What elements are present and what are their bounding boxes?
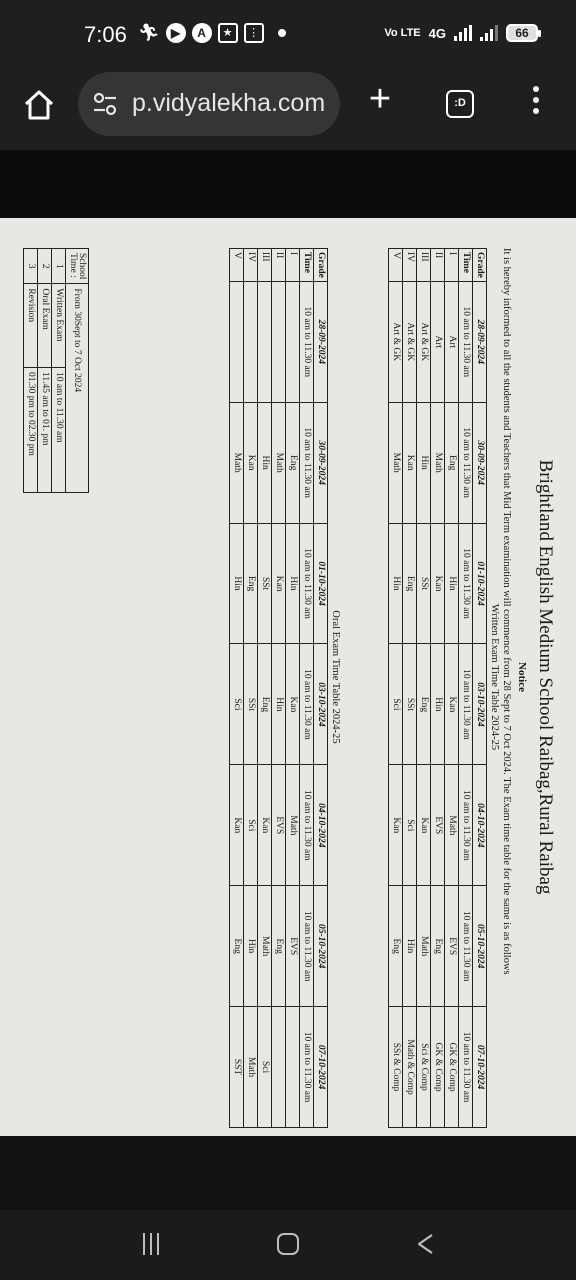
grade-cell: V bbox=[389, 249, 403, 282]
subject-cell: Math bbox=[258, 886, 272, 1007]
time-cell: 10 am to 11.30 am bbox=[300, 644, 314, 765]
subject-cell: Sci bbox=[403, 765, 417, 886]
subject-cell: EVS bbox=[286, 886, 300, 1007]
subject-cell: Sci bbox=[389, 644, 403, 765]
subject-cell: Eng bbox=[445, 402, 459, 523]
oral-exam-table bbox=[229, 248, 328, 1128]
subject-cell bbox=[230, 281, 244, 402]
subject-cell: Eng bbox=[272, 886, 286, 1007]
header-date: 07-10-2024 bbox=[473, 1007, 487, 1128]
header-date: 01-10-2024 bbox=[314, 523, 328, 644]
time-cell: 10 am to 11.30 am bbox=[300, 281, 314, 402]
table-header-row bbox=[473, 249, 487, 1128]
table-row bbox=[389, 249, 403, 1128]
time-cell: 10 am to 11.30 am bbox=[459, 1007, 473, 1128]
browser-toolbar bbox=[0, 70, 576, 150]
header-date: 05-10-2024 bbox=[473, 886, 487, 1007]
table-row bbox=[52, 249, 66, 493]
header-grade: Grade bbox=[473, 249, 487, 282]
grade-cell: IV bbox=[403, 249, 417, 282]
time-cell: 10 am to 11.30 am bbox=[459, 644, 473, 765]
time-cell: 10 am to 11.30 am bbox=[459, 281, 473, 402]
network-type: 4G bbox=[428, 25, 446, 41]
page-bottom-area bbox=[0, 1136, 576, 1210]
subject-cell: GK & Comp bbox=[445, 1007, 459, 1128]
subject-cell: Art bbox=[431, 281, 445, 402]
subject-cell bbox=[272, 1007, 286, 1128]
subject-cell: Kan bbox=[258, 765, 272, 886]
subject-cell: EVS bbox=[431, 765, 445, 886]
time-cell: 10 am to 11.30 am bbox=[300, 523, 314, 644]
subject-cell: Sci & Comp bbox=[417, 1007, 431, 1128]
header-date: 04-10-2024 bbox=[473, 765, 487, 886]
subject-cell: Hin bbox=[286, 523, 300, 644]
status-bar bbox=[0, 0, 576, 70]
subject-cell: SSt & Comp bbox=[389, 1007, 403, 1128]
app-a-icon: A bbox=[192, 23, 212, 43]
subject-cell: EVS bbox=[272, 765, 286, 886]
table-time-row bbox=[459, 249, 473, 1128]
subject-cell: Hin bbox=[417, 402, 431, 523]
notice-intro: It is hereby informed to all the students and Teachers that Mid Term examination will commence from 28 Sept to 7 Oct 2024. The Exam time table for the same is as follows bbox=[501, 248, 512, 975]
signal-2-icon bbox=[480, 25, 498, 41]
grade-cell: I bbox=[445, 249, 459, 282]
subject-cell: Kan bbox=[230, 765, 244, 886]
subject-cell: Math bbox=[431, 402, 445, 523]
subject-cell bbox=[272, 281, 286, 402]
row-number: 1 bbox=[52, 249, 66, 284]
time-cell: 10 am to 11.30 am bbox=[300, 402, 314, 523]
subject-cell: Math bbox=[417, 886, 431, 1007]
subject-cell: Kan bbox=[286, 644, 300, 765]
row-number: 3 bbox=[24, 249, 38, 284]
time-cell: 11.45 am to 01. pm bbox=[38, 368, 52, 493]
time-cell: 10 am to 11.30 am bbox=[52, 368, 66, 493]
row-number: 2 bbox=[38, 249, 52, 284]
table-row bbox=[272, 249, 286, 1128]
subject-cell: Hin bbox=[258, 402, 272, 523]
subject-cell: Sci bbox=[244, 765, 258, 886]
subject-cell: Sci bbox=[258, 1007, 272, 1128]
header-grade: Grade bbox=[314, 249, 328, 282]
subject-cell: Kan bbox=[244, 402, 258, 523]
subject-cell bbox=[286, 1007, 300, 1128]
activity-cell: Oral Exam bbox=[38, 284, 52, 368]
subject-cell: Math bbox=[445, 765, 459, 886]
subject-cell: Art & GK bbox=[403, 281, 417, 402]
tab-switcher-button[interactable]: :D bbox=[446, 90, 474, 118]
volte-icon: Vo LTE bbox=[384, 27, 421, 39]
voice-icon: ⋮ bbox=[244, 23, 264, 43]
header-date: 28-09-2024 bbox=[314, 281, 328, 402]
header-time: Time bbox=[300, 249, 314, 282]
header-time: Time bbox=[459, 249, 473, 282]
status-time: 7:06 bbox=[84, 22, 127, 47]
battery-icon: 66 bbox=[506, 24, 538, 42]
subject-cell: Eng bbox=[286, 402, 300, 523]
notification-icons bbox=[138, 23, 286, 43]
url-text[interactable]: p.vidyalekha.com bbox=[132, 89, 326, 117]
time-cell: 01.30 pm to 02.30 pm bbox=[24, 368, 38, 493]
subject-cell: GK & Comp bbox=[431, 1007, 445, 1128]
subject-cell: Kan bbox=[445, 644, 459, 765]
subject-cell: Art bbox=[445, 281, 459, 402]
header-date: 30-09-2024 bbox=[314, 402, 328, 523]
subject-cell: SSt bbox=[258, 523, 272, 644]
grade-cell: II bbox=[431, 249, 445, 282]
header-date: 04-10-2024 bbox=[314, 765, 328, 886]
new-tab-button[interactable]: + bbox=[368, 78, 392, 120]
subject-cell: Hin bbox=[272, 644, 286, 765]
school-name: Brightland English Medium School Raibag,Rural Raibag bbox=[535, 459, 556, 895]
subject-cell: Eng bbox=[431, 886, 445, 1007]
table-row bbox=[286, 249, 300, 1128]
time-cell: 10 am to 11.30 am bbox=[459, 402, 473, 523]
address-bar[interactable] bbox=[78, 72, 340, 136]
notice-document bbox=[0, 218, 576, 1136]
subject-cell: Hin bbox=[389, 523, 403, 644]
subject-cell: Kan bbox=[403, 402, 417, 523]
subject-cell: Kan bbox=[417, 765, 431, 886]
grade-cell: V bbox=[230, 249, 244, 282]
site-settings-icon[interactable] bbox=[92, 91, 118, 117]
subject-cell: Eng bbox=[244, 523, 258, 644]
time-cell: 10 am to 11.30 am bbox=[300, 886, 314, 1007]
table-row bbox=[244, 249, 258, 1128]
header-date: 03-10-2024 bbox=[473, 644, 487, 765]
school-time-table bbox=[23, 248, 89, 493]
subject-cell: Eng bbox=[403, 523, 417, 644]
play-icon: ▶ bbox=[166, 23, 186, 43]
subject-cell: SSt bbox=[417, 523, 431, 644]
grade-cell: II bbox=[272, 249, 286, 282]
recents-button[interactable] bbox=[143, 1233, 163, 1255]
subject-cell bbox=[244, 281, 258, 402]
written-exam-table bbox=[388, 248, 487, 1128]
written-table-title: Written Exam Time Table 2024-25 bbox=[489, 603, 500, 751]
system-navigation-bar bbox=[0, 1210, 576, 1280]
home-button[interactable] bbox=[277, 1233, 299, 1255]
page-top-area bbox=[0, 150, 576, 218]
subject-cell: Math bbox=[286, 765, 300, 886]
table-row bbox=[445, 249, 459, 1128]
signal-icon bbox=[454, 25, 472, 41]
subject-cell: Sci bbox=[230, 644, 244, 765]
subject-cell: Art & GK bbox=[389, 281, 403, 402]
activity-cell: Written Exam bbox=[52, 284, 66, 368]
table-row bbox=[230, 249, 244, 1128]
subject-cell: Kan bbox=[389, 765, 403, 886]
subject-cell bbox=[258, 281, 272, 402]
time-cell: 10 am to 11.30 am bbox=[459, 765, 473, 886]
subject-cell: Math bbox=[389, 402, 403, 523]
notice-image[interactable] bbox=[0, 218, 576, 1136]
subject-cell: SSt bbox=[244, 644, 258, 765]
subject-cell: Eng bbox=[230, 886, 244, 1007]
table-row bbox=[38, 249, 52, 493]
subject-cell: Eng bbox=[417, 644, 431, 765]
subject-cell: Eng bbox=[389, 886, 403, 1007]
school-time-period: From 30Sept to 7 Oct 2024 bbox=[66, 284, 89, 493]
subject-cell: EVS bbox=[445, 886, 459, 1007]
table-header-row bbox=[314, 249, 328, 1128]
subject-cell: Hin bbox=[445, 523, 459, 644]
subject-cell: Hin bbox=[403, 886, 417, 1007]
subject-cell: Hin bbox=[431, 644, 445, 765]
oral-table-title: Oral Exam Time Table 2024-25 bbox=[330, 610, 341, 744]
table-time-row bbox=[300, 249, 314, 1128]
grade-cell: III bbox=[417, 249, 431, 282]
grade-cell: III bbox=[258, 249, 272, 282]
back-button[interactable] bbox=[414, 1232, 438, 1256]
time-cell: 10 am to 11.30 am bbox=[459, 886, 473, 1007]
more-notifications-dot bbox=[278, 29, 286, 37]
table-row bbox=[258, 249, 272, 1128]
activity-cell: Revision bbox=[24, 284, 38, 368]
subject-cell: Hin bbox=[230, 523, 244, 644]
table-header-row bbox=[66, 249, 89, 493]
grade-cell: I bbox=[286, 249, 300, 282]
system-status bbox=[384, 24, 538, 42]
school-time-label: School Time : bbox=[66, 249, 89, 284]
subject-cell: Math bbox=[244, 1007, 258, 1128]
subject-cell: SSt bbox=[403, 644, 417, 765]
header-date: 28-09-2024 bbox=[473, 281, 487, 402]
subject-cell: Hin bbox=[244, 886, 258, 1007]
subject-cell bbox=[286, 281, 300, 402]
time-cell: 10 am to 11.30 am bbox=[300, 765, 314, 886]
subject-cell: Math bbox=[272, 402, 286, 523]
table-row bbox=[431, 249, 445, 1128]
subject-cell: Kan bbox=[272, 523, 286, 644]
header-date: 05-10-2024 bbox=[314, 886, 328, 1007]
subject-cell: Art & GK bbox=[417, 281, 431, 402]
table-row bbox=[403, 249, 417, 1128]
running-icon: 🏃︎ bbox=[138, 23, 160, 42]
time-cell: 10 am to 11.30 am bbox=[300, 1007, 314, 1128]
subject-cell: SST bbox=[230, 1007, 244, 1128]
header-date: 30-09-2024 bbox=[473, 402, 487, 523]
header-date: 01-10-2024 bbox=[473, 523, 487, 644]
subject-cell: Eng bbox=[258, 644, 272, 765]
notice-heading: Notice bbox=[516, 662, 528, 692]
table-row bbox=[417, 249, 431, 1128]
table-row bbox=[24, 249, 38, 493]
subject-cell: Kan bbox=[431, 523, 445, 644]
photo-icon: ★ bbox=[218, 23, 238, 43]
subject-cell: Math bbox=[230, 402, 244, 523]
header-date: 07-10-2024 bbox=[314, 1007, 328, 1128]
header-date: 03-10-2024 bbox=[314, 644, 328, 765]
time-cell: 10 am to 11.30 am bbox=[459, 523, 473, 644]
overflow-menu-button[interactable] bbox=[526, 86, 546, 122]
home-icon[interactable] bbox=[22, 88, 56, 122]
grade-cell: IV bbox=[244, 249, 258, 282]
subject-cell: Math & Comp bbox=[403, 1007, 417, 1128]
